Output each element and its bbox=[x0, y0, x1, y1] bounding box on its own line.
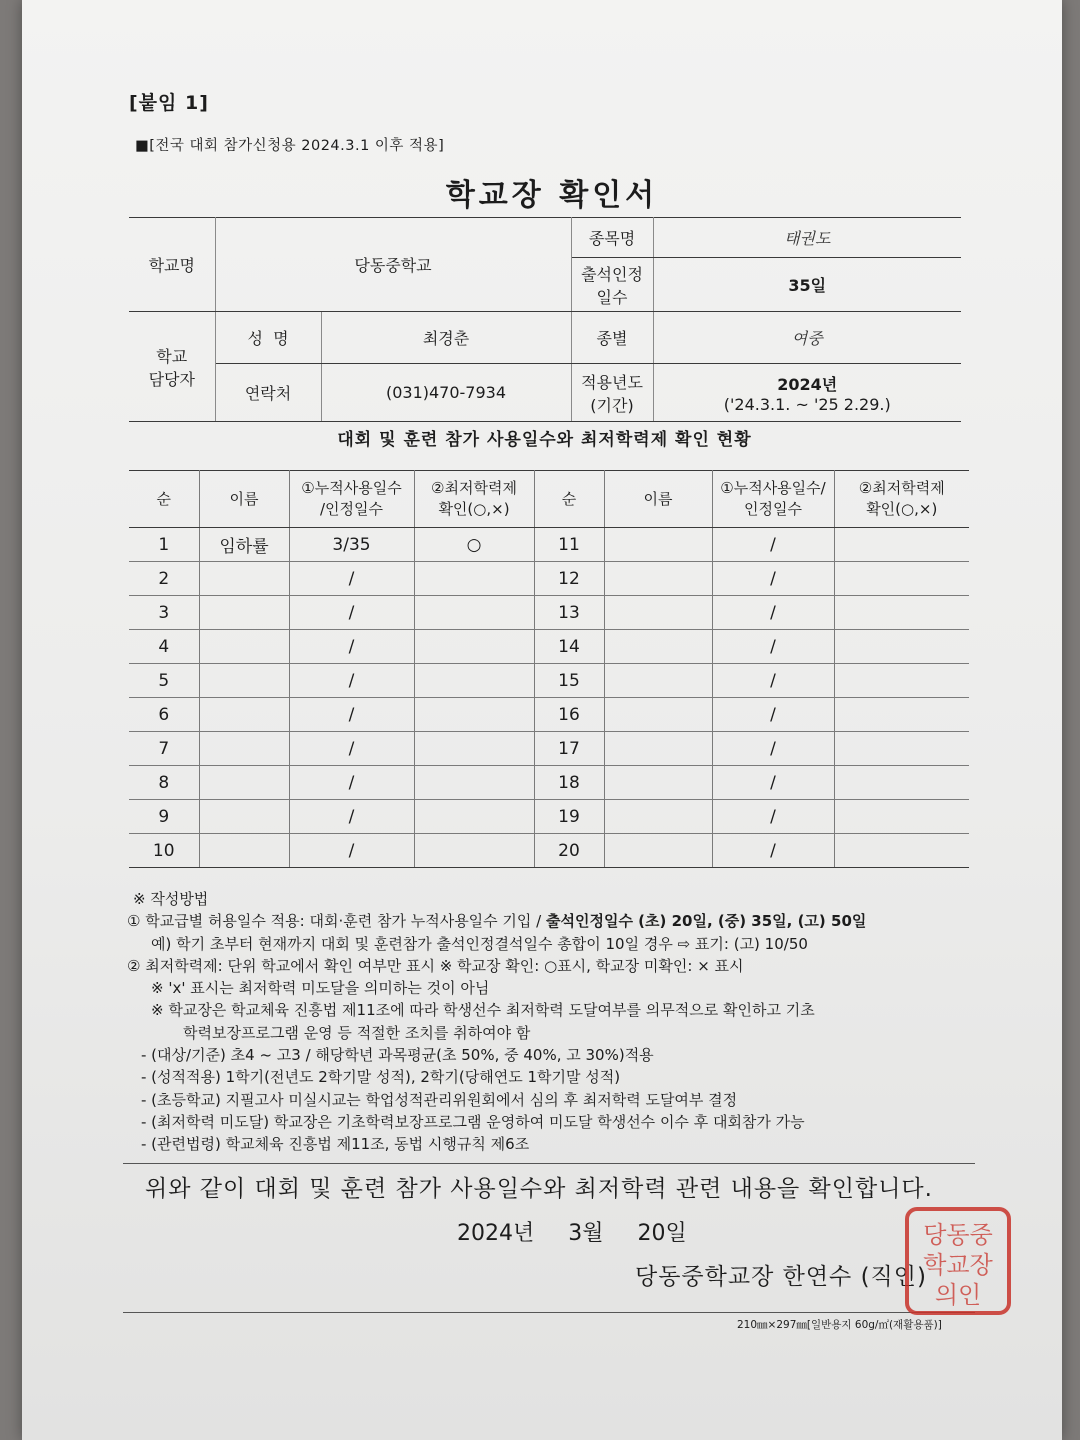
row-name-right bbox=[604, 800, 712, 834]
bullet-4: - (최저학력 미도달) 학교장은 기초학력보장프로그램 운영하여 미도달 학생선수 이수 후 대회참가 가능 bbox=[141, 1112, 805, 1131]
row-days-right: / bbox=[712, 834, 834, 868]
row-check bbox=[414, 664, 534, 698]
row-check-right bbox=[834, 732, 969, 766]
school-value: 당동중학교 bbox=[215, 218, 571, 312]
row-no: 6 bbox=[129, 698, 199, 732]
row-days-right: / bbox=[712, 698, 834, 732]
note-1: ① 학교급별 허용일수 적용: 대회·훈련 참가 누적사용일수 기입 / 출석인정일수 (초) 20일, (중) 35일, (고) 50일 bbox=[127, 912, 867, 931]
row-no: 2 bbox=[129, 562, 199, 596]
signer: 당동중학교장 한연수 (직인) bbox=[635, 1264, 927, 1290]
attend-label: 출석인정 일수 bbox=[571, 258, 653, 312]
row-name-right bbox=[604, 698, 712, 732]
row-days: 3/35 bbox=[289, 528, 414, 562]
category-value: 여중 bbox=[653, 312, 961, 364]
table-row bbox=[129, 732, 969, 766]
row-no: 10 bbox=[129, 834, 199, 868]
table-row bbox=[129, 664, 969, 698]
row-check-right bbox=[834, 596, 969, 630]
divider-top bbox=[123, 1163, 975, 1164]
row-check-right bbox=[834, 766, 969, 800]
row-check bbox=[414, 630, 534, 664]
row-no-right: 20 bbox=[534, 834, 604, 868]
col-check: ②최저학력제 확인(○,×) bbox=[414, 471, 534, 528]
table-row bbox=[129, 630, 969, 664]
col-check-right: ②최저학력제 확인(○,×) bbox=[834, 471, 969, 528]
col-no-right: 순 bbox=[534, 471, 604, 528]
row-name-right bbox=[604, 630, 712, 664]
row-check-right bbox=[834, 834, 969, 868]
row-name-right bbox=[604, 834, 712, 868]
row-days: / bbox=[289, 800, 414, 834]
row-check-right bbox=[834, 562, 969, 596]
row-days: / bbox=[289, 630, 414, 664]
table-row bbox=[129, 698, 969, 732]
row-check bbox=[414, 698, 534, 732]
row-no-right: 19 bbox=[534, 800, 604, 834]
row-name-right bbox=[604, 766, 712, 800]
row-check bbox=[414, 732, 534, 766]
row-name-right bbox=[604, 528, 712, 562]
row-days-right: / bbox=[712, 800, 834, 834]
row-no: 7 bbox=[129, 732, 199, 766]
row-no-right: 11 bbox=[534, 528, 604, 562]
info-table bbox=[129, 217, 961, 422]
attachment-label: [붙임 1] bbox=[129, 92, 209, 114]
row-no: 9 bbox=[129, 800, 199, 834]
svg-text:당동중: 당동중 bbox=[923, 1221, 993, 1249]
table-row bbox=[129, 800, 969, 834]
issue-date: 2024년 3월 20일 bbox=[457, 1221, 687, 1246]
table-row bbox=[129, 528, 969, 562]
row-days-right: / bbox=[712, 562, 834, 596]
bullet-3: - (초등학교) 지필고사 미실시교는 학업성적관리위원회에서 심의 후 최저학력 도달여부 결정 bbox=[141, 1090, 738, 1109]
row-no-right: 16 bbox=[534, 698, 604, 732]
instructions bbox=[127, 888, 987, 1156]
event-value: 태권도 bbox=[653, 218, 961, 258]
row-no-right: 17 bbox=[534, 732, 604, 766]
table-row bbox=[129, 766, 969, 800]
row-name-right bbox=[604, 562, 712, 596]
row-days-right: / bbox=[712, 596, 834, 630]
year-value: 2024년 ('24.3.1. ~ '25 2.29.) bbox=[653, 364, 961, 422]
col-days: ①누적사용일수 /인정일수 bbox=[289, 471, 414, 528]
row-no: 5 bbox=[129, 664, 199, 698]
row-name-right bbox=[604, 732, 712, 766]
bullet-1: - (대상/기준) 초4 ~ 고3 / 해당학년 과목평균(초 50%, 중 40%, 고 30%)적용 bbox=[141, 1046, 654, 1065]
svg-text:의인: 의인 bbox=[934, 1281, 982, 1309]
row-name bbox=[199, 630, 289, 664]
row-no: 4 bbox=[129, 630, 199, 664]
official-seal-icon bbox=[903, 1205, 1013, 1317]
col-name-right: 이름 bbox=[604, 471, 712, 528]
note-1-example: 예) 학기 초부터 현재까지 대회 및 훈련참가 출석인정결석일수 총합이 10일 경우 ⇨ 표기: (고) 10/50 bbox=[151, 934, 808, 953]
row-check bbox=[414, 800, 534, 834]
col-name: 이름 bbox=[199, 471, 289, 528]
row-name bbox=[199, 596, 289, 630]
row-check bbox=[414, 596, 534, 630]
row-days: / bbox=[289, 562, 414, 596]
name-value: 최경춘 bbox=[321, 312, 571, 364]
contact-label: 연락처 bbox=[215, 364, 321, 422]
row-days: / bbox=[289, 664, 414, 698]
year-label: 적용년도 (기간) bbox=[571, 364, 653, 422]
name-label: 성 명 bbox=[215, 312, 321, 364]
row-check-right bbox=[834, 698, 969, 732]
attend-value: 35일 bbox=[653, 258, 961, 312]
category-label: 종별 bbox=[571, 312, 653, 364]
row-name bbox=[199, 698, 289, 732]
row-no-right: 15 bbox=[534, 664, 604, 698]
row-check-right bbox=[834, 664, 969, 698]
svg-text:학교장: 학교장 bbox=[923, 1251, 993, 1279]
school-label: 학교명 bbox=[129, 218, 215, 312]
divider-bottom bbox=[123, 1312, 975, 1313]
bullet-2: - (성적적용) 1학기(전년도 2학기말 성적), 2학기(당해연도 1학기말 성적) bbox=[141, 1068, 621, 1087]
row-check-right bbox=[834, 800, 969, 834]
row-days: / bbox=[289, 732, 414, 766]
row-days: / bbox=[289, 834, 414, 868]
row-no: 3 bbox=[129, 596, 199, 630]
table-row bbox=[129, 596, 969, 630]
row-name bbox=[199, 834, 289, 868]
row-name-right bbox=[604, 664, 712, 698]
row-days: / bbox=[289, 766, 414, 800]
col-no: 순 bbox=[129, 471, 199, 528]
row-days: / bbox=[289, 698, 414, 732]
contact-value: (031)470-7934 bbox=[321, 364, 571, 422]
table-row bbox=[129, 834, 969, 868]
row-name-right bbox=[604, 596, 712, 630]
row-days-right: / bbox=[712, 732, 834, 766]
notes-heading: ※ 작성방법 bbox=[133, 890, 209, 908]
row-name bbox=[199, 732, 289, 766]
manager-label: 학교 담당자 bbox=[129, 312, 215, 422]
row-days-right: / bbox=[712, 630, 834, 664]
row-check: ○ bbox=[414, 528, 534, 562]
row-name bbox=[199, 562, 289, 596]
row-days-right: / bbox=[712, 766, 834, 800]
row-name bbox=[199, 800, 289, 834]
paper-spec-footer: 210㎜×297㎜[일반용지 60g/㎡(재활용품)] bbox=[737, 1319, 942, 1331]
summary-title: 대회 및 훈련 참가 사용일수와 최저학력제 확인 현황 bbox=[337, 430, 752, 450]
row-no-right: 12 bbox=[534, 562, 604, 596]
document-title: 학교장 확인서 bbox=[445, 178, 659, 213]
note-2: ② 최저학력제: 단위 학교에서 확인 여부만 표시 ※ 학교장 확인: ○표시, 학교장 미확인: × 표시 bbox=[127, 956, 744, 975]
note-3: ※ 'x' 표시는 최저학력 미도달을 의미하는 것이 아님 bbox=[151, 979, 490, 998]
row-no-right: 14 bbox=[534, 630, 604, 664]
row-check bbox=[414, 562, 534, 596]
note-4-cont: 학력보장프로그램 운영 등 적절한 조치를 취하여야 함 bbox=[183, 1023, 531, 1042]
participation-table bbox=[129, 470, 969, 868]
event-label: 종목명 bbox=[571, 218, 653, 258]
row-name bbox=[199, 664, 289, 698]
row-name bbox=[199, 766, 289, 800]
row-days-right: / bbox=[712, 664, 834, 698]
row-no: 8 bbox=[129, 766, 199, 800]
confirm-statement: 위와 같이 대회 및 훈련 참가 사용일수와 최저학력 관련 내용을 확인합니다. bbox=[145, 1176, 933, 1202]
row-check bbox=[414, 766, 534, 800]
row-no-right: 18 bbox=[534, 766, 604, 800]
row-no: 1 bbox=[129, 528, 199, 562]
row-name: 임하률 bbox=[199, 528, 289, 562]
row-days: / bbox=[289, 596, 414, 630]
row-no-right: 13 bbox=[534, 596, 604, 630]
bullet-5: - (관련법령) 학교체육 진흥법 제11조, 동법 시행규칙 제6조 bbox=[141, 1135, 530, 1154]
row-check bbox=[414, 834, 534, 868]
row-check-right bbox=[834, 630, 969, 664]
note-4: ※ 학교장은 학교체육 진흥법 제11조에 따라 학생선수 최저학력 도달여부를 의무적으로 확인하고 기초 bbox=[151, 1001, 815, 1020]
row-check-right bbox=[834, 528, 969, 562]
row-days-right: / bbox=[712, 528, 834, 562]
table-row bbox=[129, 562, 969, 596]
applicability-note: ■[전국 대회 참가신청용 2024.3.1 이후 적용] bbox=[135, 138, 445, 154]
col-days-right: ①누적사용일수/ 인정일수 bbox=[712, 471, 834, 528]
